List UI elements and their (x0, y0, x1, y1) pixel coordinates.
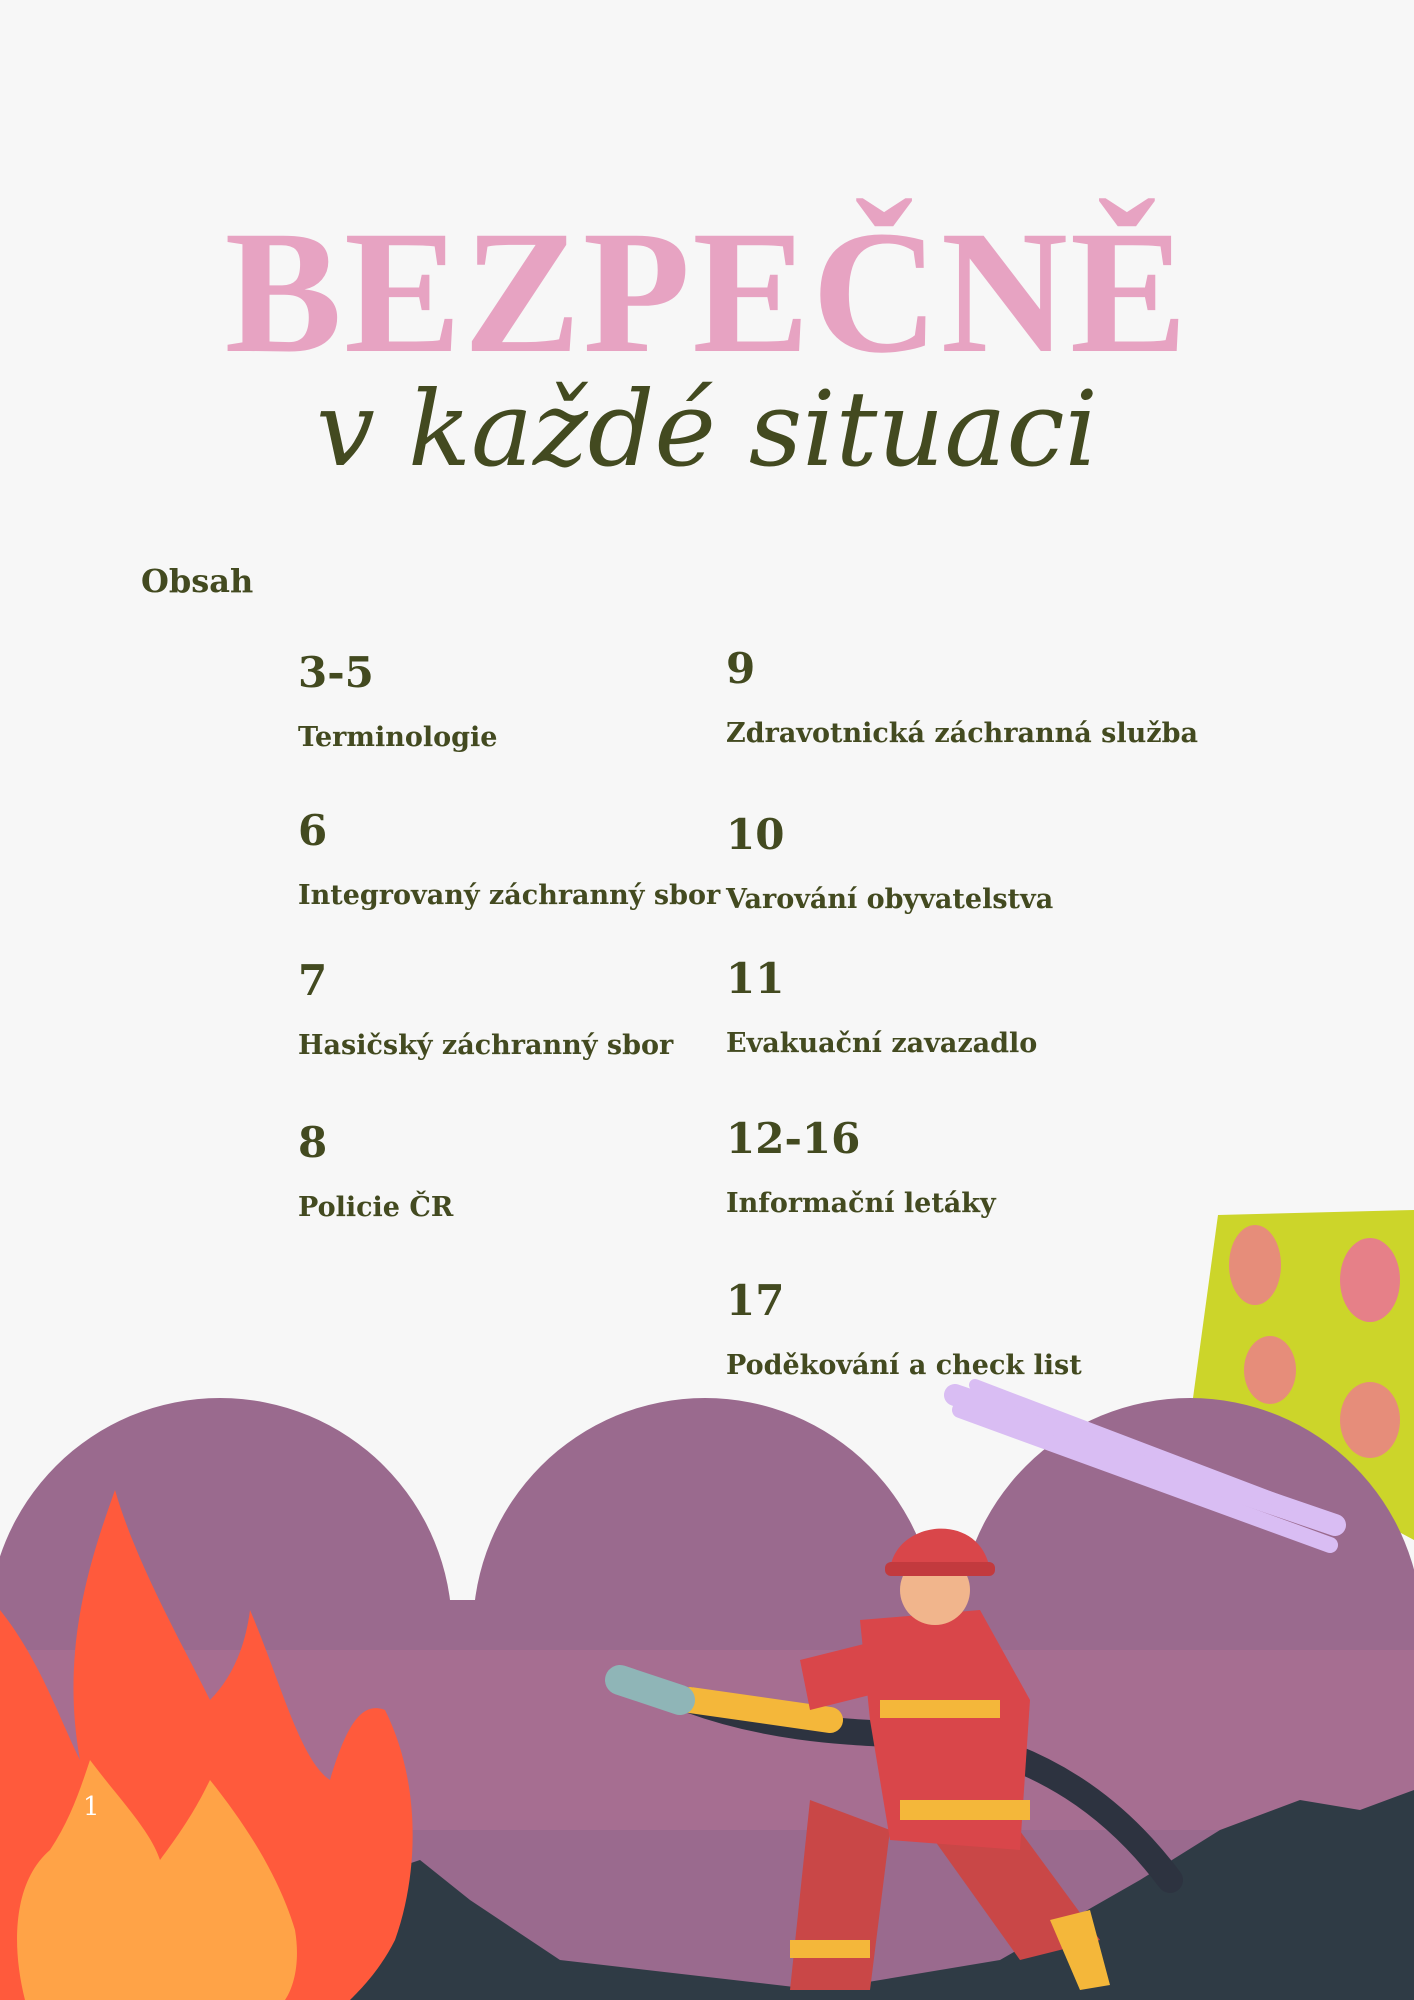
toc-page-range: 3-5 (298, 648, 374, 697)
toc-label: Policie ČR (298, 1192, 454, 1223)
toc-label: Terminologie (298, 722, 498, 753)
toc-label: Zdravotnická záchranná služba (726, 718, 1198, 749)
toc-label: Hasičský záchranný sbor (298, 1030, 674, 1061)
toc-heading: Obsah (141, 562, 254, 600)
toc-label: Poděkování a check list (726, 1350, 1082, 1381)
toc-page-range: 8 (298, 1118, 328, 1167)
toc-label: Varování obyvatelstva (726, 884, 1054, 915)
toc-label: Evakuační zavazadlo (726, 1028, 1038, 1059)
toc-page-range: 7 (298, 956, 328, 1005)
page-number: 1 (83, 1792, 100, 1822)
toc-page-range: 6 (298, 806, 328, 855)
toc-page-range: 17 (726, 1276, 785, 1325)
toc-entry-hzs (298, 956, 674, 1061)
toc-entry-varovani (726, 810, 1054, 915)
toc-entry-podekovani (726, 1276, 1082, 1381)
toc-page-range: 9 (726, 644, 756, 693)
page-subtitle: v každé situaci (316, 368, 1098, 490)
toc-entry-policie (298, 1118, 454, 1223)
toc-page-range: 12-16 (726, 1114, 861, 1163)
page-title: BEZPEČNĚ (224, 195, 1190, 390)
toc-page-range: 11 (726, 954, 785, 1003)
toc-entry-letaky (726, 1114, 996, 1219)
toc-entry-terminologie (298, 648, 498, 753)
toc-entry-izs (298, 806, 721, 911)
toc-entry-zzs (726, 644, 1198, 749)
toc-entry-evakuacni (726, 954, 1038, 1059)
toc-page-range: 10 (726, 810, 785, 859)
toc-label: Informační letáky (726, 1188, 996, 1219)
toc-label: Integrovaný záchranný sbor (298, 880, 721, 911)
